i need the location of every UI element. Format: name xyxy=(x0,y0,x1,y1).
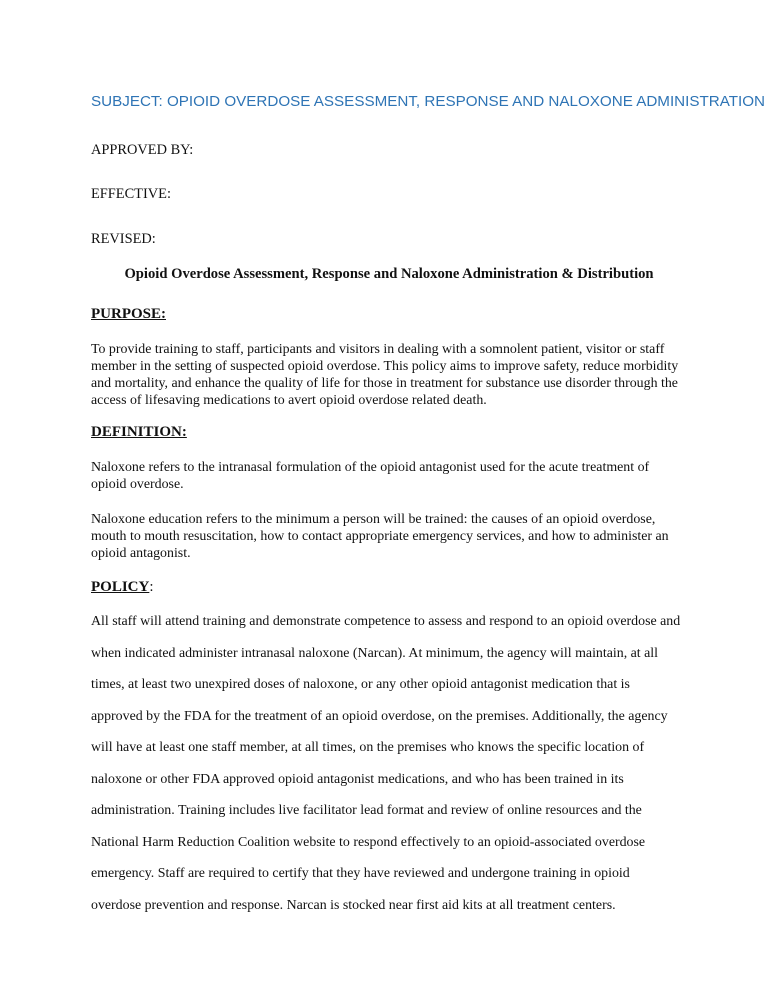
document-title: Opioid Overdose Assessment, Response and Naloxone Administration & Distribution xyxy=(124,266,654,282)
definition-paragraph-1: Naloxone refers to the intranasal formulation of the opioid antagonist used for the acute treatment of opioid overdose. xyxy=(91,460,650,492)
policy-heading-wrapper xyxy=(91,579,154,596)
effective-label: EFFECTIVE: xyxy=(91,186,171,202)
approved-by-label: APPROVED BY: xyxy=(91,142,194,158)
definition-paragraph-2: Naloxone education refers to the minimum a person will be trained: the causes of an opioid overdose, mouth to mouth resuscitation, how to contact appropriate emergency services, and how to administer an opioid antagonist. xyxy=(91,512,669,561)
purpose-heading: PURPOSE: xyxy=(91,306,166,322)
policy-paragraph: All staff will attend training and demonstrate competence to assess and respond to an opioid overdose and when indicated administer intranasal naloxone (Narcan). At minimum, the agency will maintain, at all times, at least two unexpired doses of naloxone, or any other opioid antagonist medication that is approved by the FDA for the treatment of an opioid overdose, on the premises. Additionally, the agency will have at least one staff member, at all times, on the premises who knows the specific location of naloxone or other FDA approved opioid antagonist medications, and who has been trained in its administration. Training includes live facilitator lead format and review of online resources and the National Harm Reduction Coalition website to respond effectively to an opioid-associated overdose emergency. Staff are required to certify that they have reviewed and undergone training in opioid overdose prevention and response. Narcan is stocked near first aid kits at all treatment centers. xyxy=(91,614,681,913)
revised-label: REVISED: xyxy=(91,231,156,247)
definition-heading: DEFINITION: xyxy=(91,424,187,440)
purpose-paragraph: To provide training to staff, participants and visitors in dealing with a somnolent patient, visitor or staff member in the setting of suspected opioid overdose. This policy aims to improve safety, reduce morbidity and mortality, and enhance the quality of life for those in treatment for substance use disorder through the access of lifesaving medications to avert opioid overdose related death. xyxy=(91,342,679,408)
policy-heading: POLICY xyxy=(91,579,150,595)
policy-heading-colon: : xyxy=(149,579,154,595)
subject-line: SUBJECT: OPIOID OVERDOSE ASSESSMENT, RESPONSE AND NALOXONE ADMINISTRATION xyxy=(91,93,766,110)
